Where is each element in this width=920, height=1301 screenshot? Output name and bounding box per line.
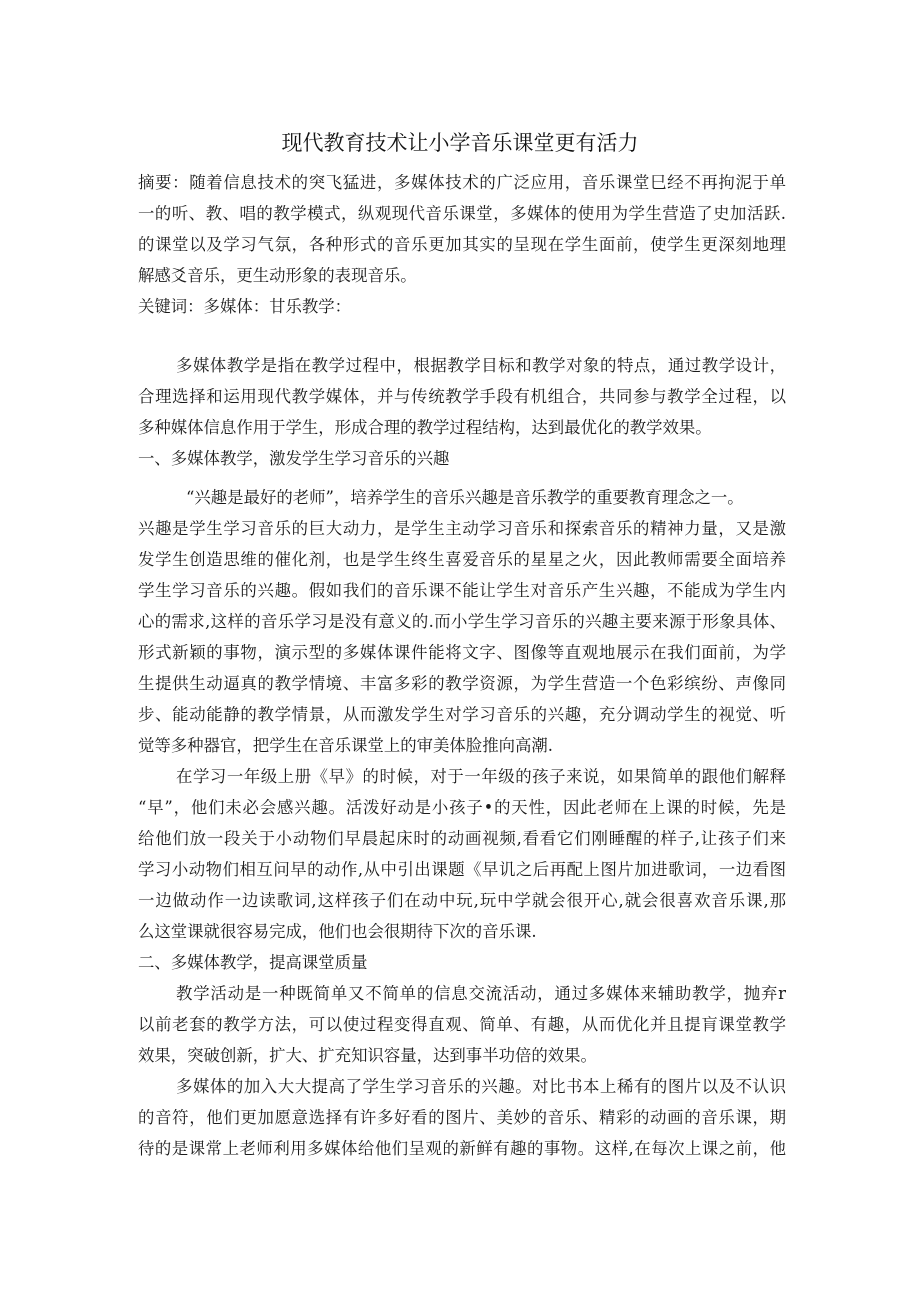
paragraph-line: 么这堂课就很容易完成，他们也会很期待下次的音乐课. — [138, 922, 537, 941]
paragraph-line: 步、能动能静的教学情景，从而激发学生对学习音乐的兴趣，充分调动学生的视觉、听 — [138, 705, 786, 724]
abstract-line: 摘要：随着信息技术的突飞猛进，多媒体技术的广泛应用，音乐课堂巳经不再拘泥于单 — [138, 173, 786, 192]
paragraph-line: 学习小动物们相互问早的动作,从中引出课题《早讥之后再配上图片加进歌词，一边看图 — [138, 860, 786, 879]
paragraph-line: 以前老套的教学方法，可以使过程变得直观、简单、有趣，从而优化并且提肓课堂教学 — [138, 1015, 786, 1034]
abstract-line: 解感爻音乐，更生动形象的表现音乐。 — [138, 266, 417, 285]
abstract-line: 一的听、教、唱的教学模式，纵观现代音乐课堂，多媒体的使用为学生营造了史加活跃. — [138, 204, 786, 223]
paragraph-line: 一边做动作一边读歌词,这样孩子们在动中玩,玩中学就会很开心,就会很喜欢音乐课,那 — [138, 891, 786, 910]
keywords-line: 关键词：多媒体：甘乐教学： — [138, 297, 352, 316]
paragraph-line: 效果，突破创新，扩大、扩充知识容量，达到事半功倍的效果。 — [138, 1046, 597, 1065]
paragraph-line: 的音符，他们更加愿意选择有许多好看的图片、美妙的音乐、精彩的动画的音乐课，期 — [138, 1108, 786, 1127]
paragraph-line: 心的需求,这样的音乐学习是没有意义的.而小学生学习音乐的兴趣主要来源于形象具体、 — [138, 612, 786, 631]
paragraph-line: 教学活动是一种既简单又不简单的信息交流活动，通过多媒体来辅助教学，抛弃r — [176, 984, 786, 1003]
paragraph-line: 多媒体的加入大大提高了学生学习音乐的兴趣。对比书本上稀有的图片以及不认识 — [176, 1077, 786, 1096]
paragraph-line: “兴趣是最好的老师”，培养学生的音乐兴趣是音乐教学的重要教育理念之一。 — [186, 488, 744, 507]
paragraph-line: 多媒体教学是指在教学过程中，根据教学目标和教学对象的特点，通过教学设计， — [176, 356, 786, 375]
paragraph-line: 发学生创造思维的催化剂，也是学生终生喜爱音乐的星星之火，因此教师需要全面培养 — [138, 550, 786, 569]
paragraph-line: 学生学习音乐的兴趣。假如我们的音乐课不能让学生对音乐产生兴趣，不能成为学生内 — [138, 581, 786, 600]
paragraph-line: 兴趣是学生学习音乐的巨大动力，是学生主动学习音乐和探索音乐的精神力量，又是激 — [138, 519, 786, 538]
paragraph-line: 生提供生动逼真的教学情境、丰富多彩的教学资源，为学生营造一个色彩缤纷、声像同 — [138, 674, 786, 693]
paragraph-line: 多种媒体信息作用于学生，形成合理的教学过程结构，达到最优化的教学效果。 — [138, 418, 712, 437]
section-heading: 一、多媒体教学，激发学生学习音乐的兴趣 — [138, 449, 450, 468]
paragraph-line: “早”，他们未必会感兴趣。活泼好动是小孩子•的天性，因此老师在上课的时候，先是 — [138, 798, 786, 817]
paragraph-line: 形式新颖的事物，演示型的多媒体课件能将文字、图像等直观地展示在我们面前，为学 — [138, 643, 786, 662]
document-title: 现代教育技术让小学音乐课堂更有活力 — [281, 131, 639, 155]
paragraph-line: 合理选择和运用现代教学媒体，并与传统教学手段有机组合，共同参与教学全过程，以 — [138, 387, 786, 406]
paragraph-line: 给他们放一段关于小动物们早晨起床时的动画视频,看看它们刚睡醒的样子,让孩子们来 — [138, 829, 786, 848]
paragraph-line: 待的是课常上老师利用多媒体给他们呈观的新鲜有趣的事物。这样,在每次上课之前，他 — [138, 1139, 786, 1158]
section-heading: 二、多媒体教学，提高课堂质量 — [138, 953, 368, 972]
abstract-line: 的课堂以及学习气氛，各种形式的音乐更加其实的呈现在学生面前，使学生更深刻地理 — [138, 235, 786, 254]
paragraph-line: 觉等多种器官，把学生在音乐课堂上的审美体脸推向高潮. — [138, 736, 553, 755]
paragraph-line: 在学习一年级上册《早》的时候，对于一年级的孩子来说，如果简单的跟他们解释 — [176, 767, 786, 786]
